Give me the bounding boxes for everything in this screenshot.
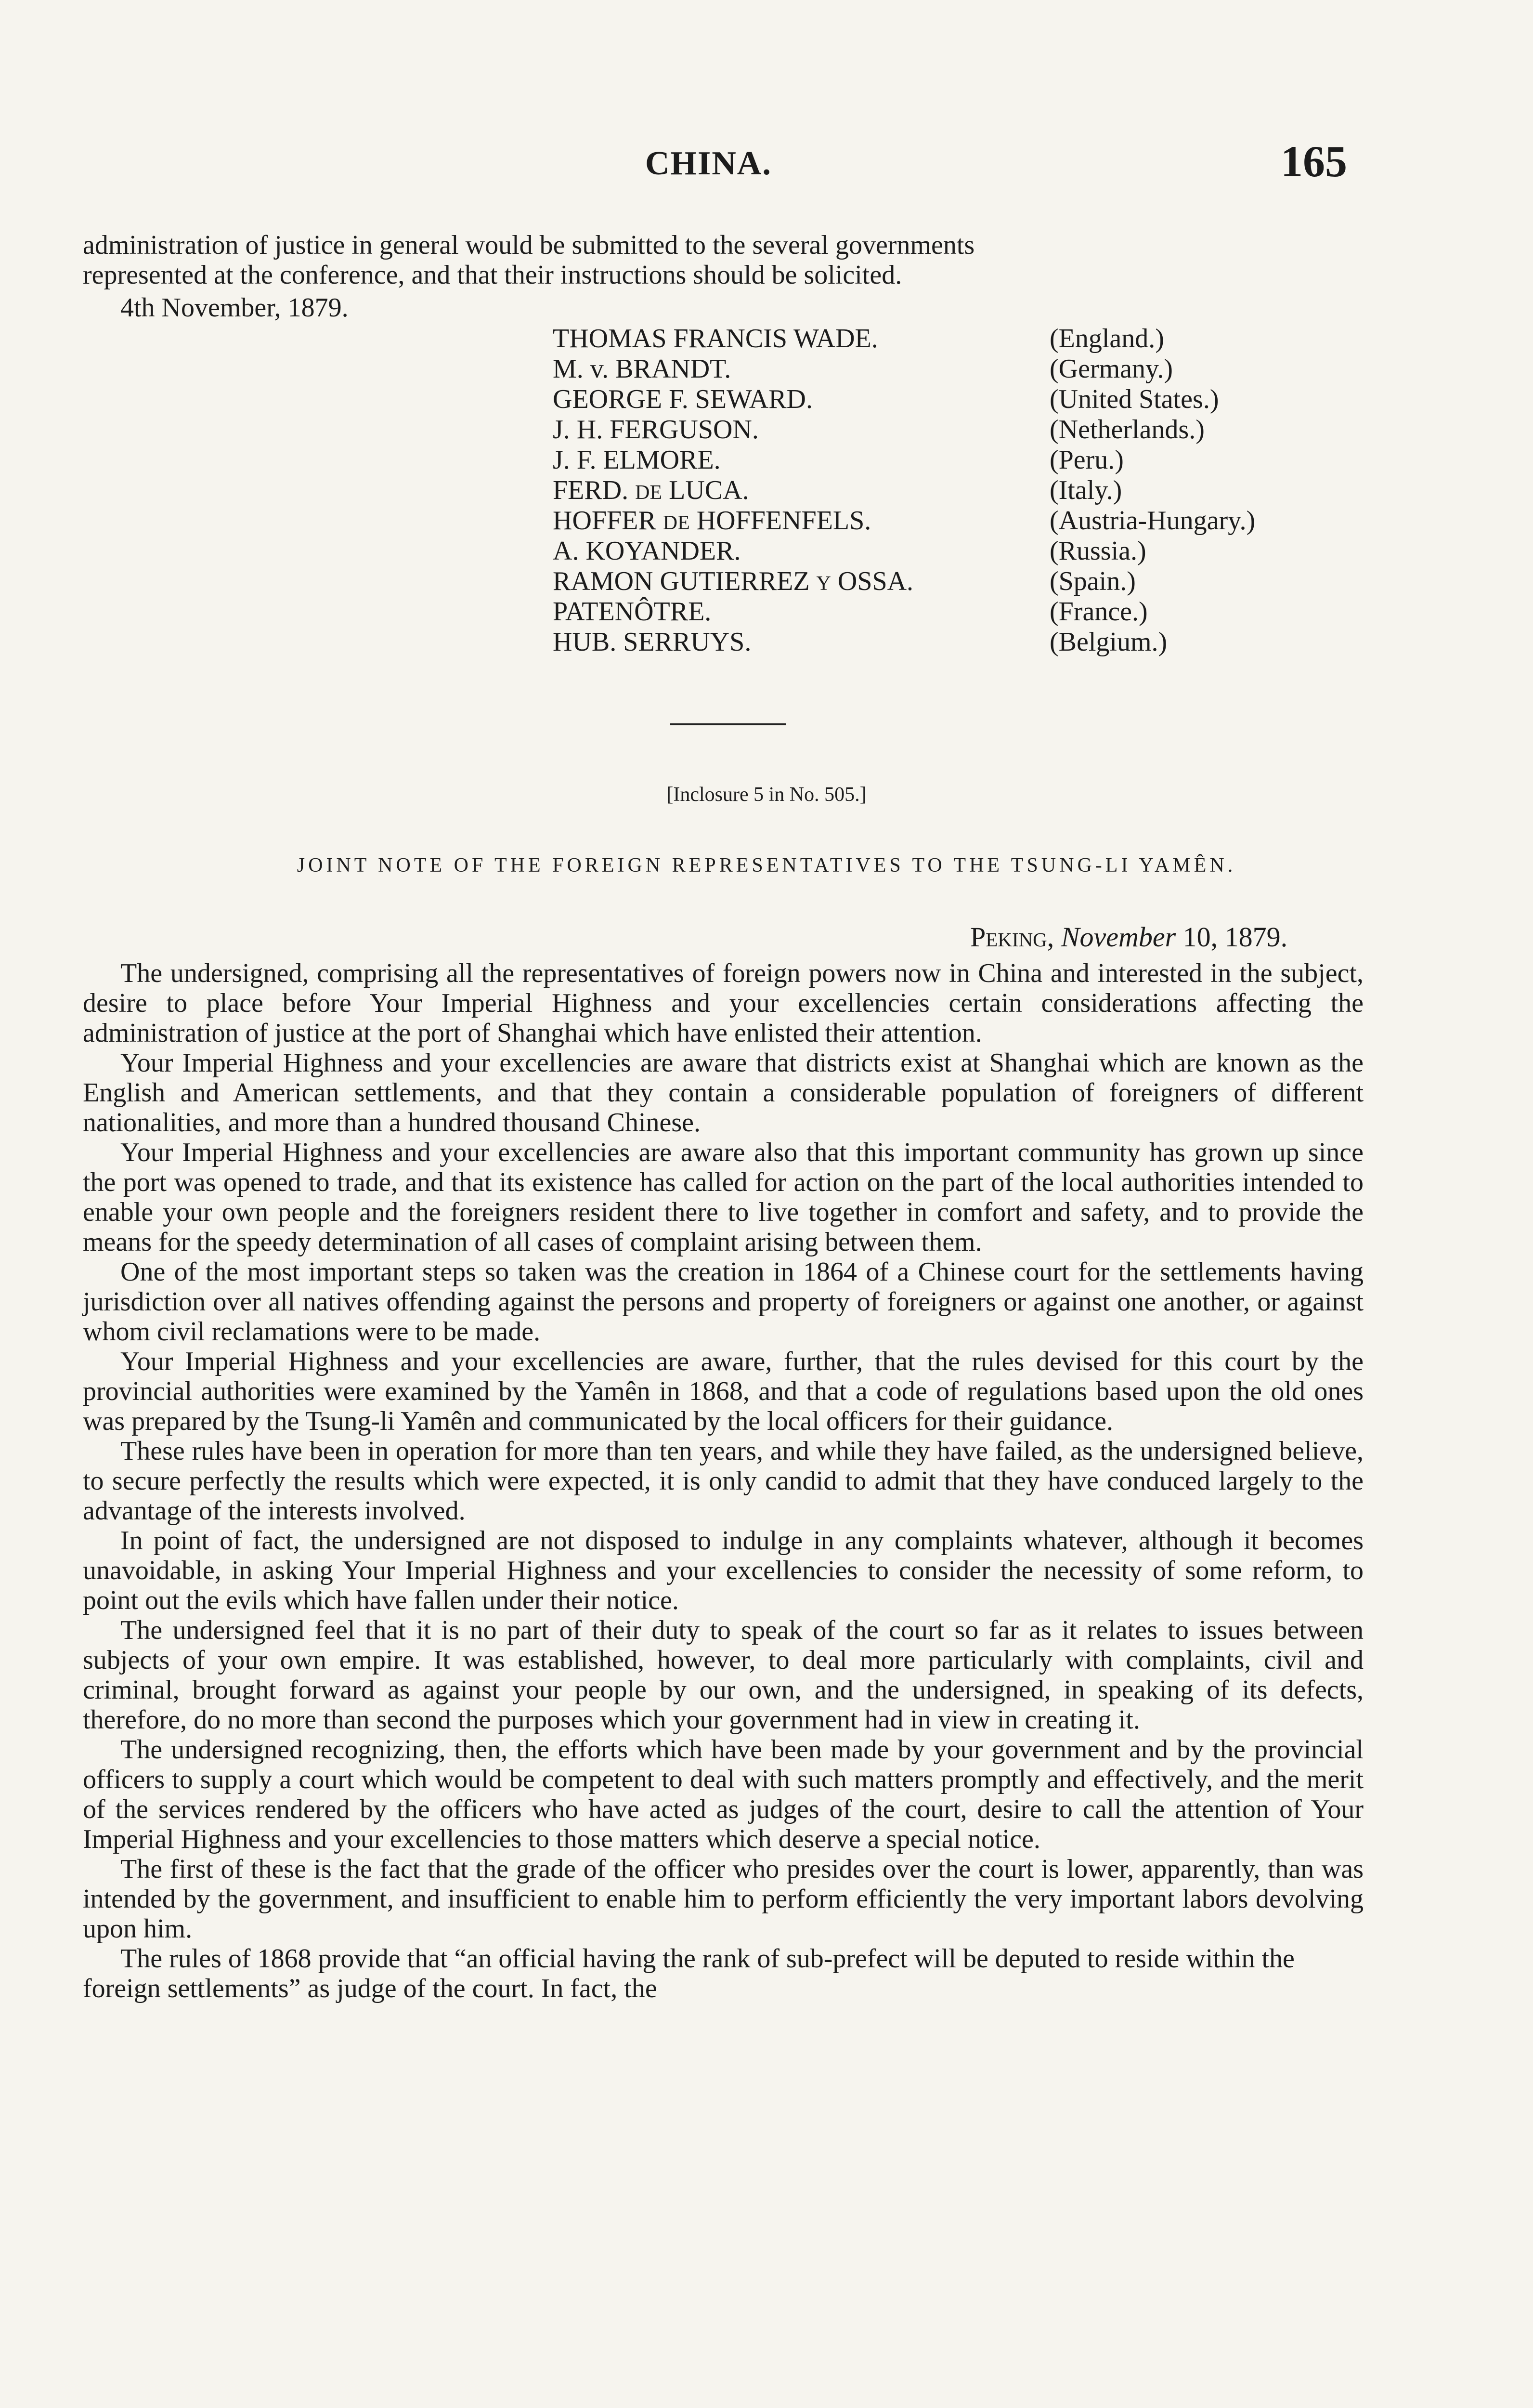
signatory-country: (England.) (1050, 324, 1164, 353)
body-paragraph: These rules have been in operation for more than ten years, and while they have failed, as the undersigned believe, to secure perfectly the results which were expected, it is only candid to admit that they have conduced largely to the advantage of the interests involved. (83, 1436, 1364, 1526)
signatory-names (553, 324, 913, 657)
conference-date: 4th November, 1879. (120, 293, 349, 323)
signatory-name: GEORGE F. SEWARD. (553, 384, 813, 414)
signatory-country: (Russia.) (1050, 536, 1146, 566)
signatory-name: HOFFER DE HOFFENFELS. (553, 506, 871, 536)
note-title: JOINT NOTE OF THE FOREIGN REPRESENTATIVES TO THE TSUNG-LI YAMÊN. (297, 854, 1236, 877)
signatory-name: PATENÔTRE. (553, 597, 712, 627)
signatory-country: (Spain.) (1050, 566, 1136, 596)
body-paragraph: The undersigned, comprising all the representatives of foreign powers now in China and interested in the subject, desire to place before Your Imperial Highness and your excellencies certain considerations affecting the administration of justice at the port of Shanghai which have enlisted their attention. (83, 958, 1364, 1048)
signatory-name: FERD. DE LUCA. (553, 475, 749, 505)
body-paragraph: One of the most important steps so taken was the creation in 1864 of a Chinese court for the settlements having jurisdiction over all natives offending against the persons and property of foreigners or against one another, or against whom civil reclamations were to be made. (83, 1257, 1364, 1347)
dateline (970, 921, 1287, 953)
signatory-country: (Germany.) (1050, 354, 1173, 384)
signatory-name: RAMON GUTIERREZ Y OSSA. (553, 566, 914, 596)
body-paragraph: The undersigned recognizing, then, the efforts which have been made by your government and by the provincial officers to supply a court which would be competent to deal with such matters promptly and effectively, and the merit of the services rendered by the officers who have acted as judges of the court, desire to call the attention of Your Imperial Highness and your excellencies to those matters which deserve a special notice. (83, 1735, 1364, 1854)
signatory-country: (Austria-Hungary.) (1050, 506, 1256, 536)
signatory-name: A. KOYANDER. (553, 536, 741, 566)
body-paragraph: Your Imperial Highness and your excellencies are aware that districts exist at Shanghai which are known as the English and American settlements, and that they contain a considerable population of foreigners of different nationalities, and more than a hundred thousand Chinese. (83, 1048, 1364, 1138)
dateline-month: November (1061, 921, 1176, 953)
signatory-name: THOMAS FRANCIS WADE. (553, 324, 878, 353)
section-divider (670, 723, 786, 725)
signatory-name: J. F. ELMORE. (553, 445, 721, 475)
continued-line: administration of justice in general would be submitted to the several governments (83, 230, 975, 260)
signatory-name: HUB. SERRUYS. (553, 627, 752, 657)
body-paragraph: The undersigned feel that it is no part of their duty to speak of the court so far as it relates to issues between subjects of your own empire. It was established, however, to deal more particularly with complaints, civil and criminal, brought forward as against your people by our own, and the undersigned, in speaking of its defects, therefore, do no more than second the purposes which your government had in view in creating it. (83, 1615, 1364, 1735)
body-paragraph: Your Imperial Highness and your excellencies are aware, further, that the rules devised for this court by the provincial authorities were examined by the Yamên in 1868, and that a code of regulations based upon the old ones was prepared by the Tsung-li Yamên and communicated by the local officers for their guidance. (83, 1347, 1364, 1436)
continued-paragraph (83, 230, 1364, 290)
body-paragraph: The rules of 1868 provide that “an official having the rank of sub-prefect will be deputed to reside within the foreign settlements” as judge of the court. In fact, the (83, 1944, 1295, 2003)
body-paragraph: In point of fact, the undersigned are not disposed to indulge in any complaints whatever, although it becomes unavoidable, in asking Your Imperial Highness and your excellencies to consider the necessity of some reform, to point out the evils which have fallen under their notice. (83, 1526, 1364, 1615)
dateline-place: Peking, (970, 921, 1054, 953)
signatory-country: (Italy.) (1050, 475, 1122, 505)
signatory-country: (Belgium.) (1050, 627, 1168, 657)
signatory-name: J. H. FERGUSON. (553, 415, 759, 445)
continued-line: represented at the conference, and that their instructions should be solicited. (83, 260, 902, 290)
dateline-rest: 10, 1879. (1176, 921, 1288, 953)
signatory-country: (Peru.) (1050, 445, 1124, 475)
body-paragraph: The first of these is the fact that the grade of the officer who presides over the court is lower, apparently, than was intended by the government, and insufficient to enable him to perform efficiently the very important labors devolving upon him. (83, 1854, 1364, 1944)
inclosure-label: [Inclosure 5 in No. 505.] (666, 784, 867, 806)
body-paragraph: Your Imperial Highness and your excellencies are aware also that this important community has grown up since the port was opened to trade, and that its existence has called for action on the part of the local authorities intended to enable your own people and the foreigners resident there to live together in comfort and safety, and to provide the means for the speedy determination of all cases of complaint arising between them. (83, 1138, 1364, 1257)
note-body (83, 958, 1364, 2003)
signatory-name: M. v. BRANDT. (553, 354, 731, 384)
page-number: 165 (1281, 137, 1347, 186)
signatory-countries (1050, 324, 1255, 657)
running-header-title: CHINA. (645, 145, 772, 182)
signatory-country: (United States.) (1050, 384, 1219, 414)
signatory-country: (France.) (1050, 597, 1148, 627)
signatory-country: (Netherlands.) (1050, 415, 1205, 445)
